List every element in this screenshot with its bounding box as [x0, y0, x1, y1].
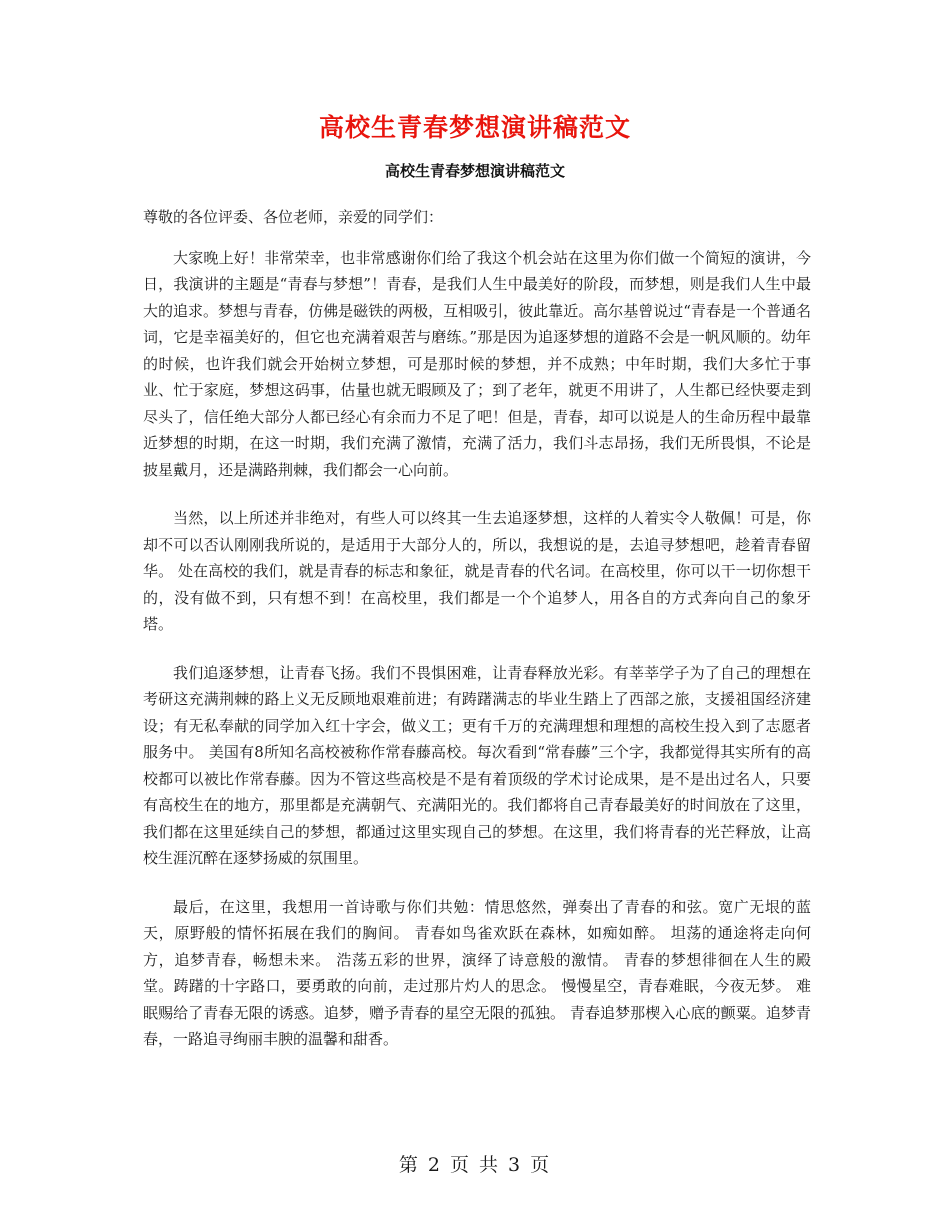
paragraph-1: 大家晚上好！非常荣幸，也非常感谢你们给了我这个机会站在这里为你们做一个简短的演讲，今日，我演讲的主题是“青春与梦想”！青春，是我们人生中最美好的阶段，而梦想，则是我们人生中最大的追求。梦想与青春，仿佛是磁铁的两极，互相吸引，彼此靠近。高尔基曾说过“青春是一个普通名词，它是幸福美好的，但它也充满着艰苦与磨练。”那是因为追逐梦想的道路不会是一帆风顺的。幼年的时候，也许我们就会开始树立梦想，可是那时候的梦想，并不成熟；中年时期，我们大多忙于事业、忙于家庭，梦想这码事，估量也就无暇顾及了；到了老年，就更不用讲了，人生都已经快要走到尽头了，信任绝大部分人都已经心有余而力不足了吧！但是，青春，却可以说是人的生命历程中最靠近梦想的时期，在这一时期，我们充满了激情，充满了活力，我们斗志昂扬，我们无所畏惧，不论是披星戴月，还是满路荆棘，我们都会一心向前。 [143, 248, 811, 479]
paragraph-4: 最后，在这里，我想用一首诗歌与你们共勉：情思悠然，弹奏出了青春的和弦。宽广无垠的蓝天，原野般的情怀拓展在我们的胸间。 青春如鸟雀欢跃在森林，如痴如醉。 坦荡的通途将走向何方，追梦青春，畅想未来。 浩荡五彩的世界，演绎了诗意般的激情。 青春的梦想徘徊在人生的殿堂。踌躇的十字路口，要勇敢的向前，走过那片灼人的思念。 慢慢星空，青春难眠，今夜无梦。 难眠赐给了青春无限的诱惑。追梦，赠予青春的星空无限的孤独。 青春追梦那楔入心底的颤粟。追梦青春，一路追寻绚丽丰腴的温馨和甜香。 [143, 897, 811, 1048]
salutation: 尊敬的各位评委、各位老师，亲爱的同学们： [143, 208, 444, 226]
document-body [143, 204, 811, 1075]
document-subtitle: 高校生青春梦想演讲稿范文 [384, 162, 565, 180]
paragraph-2: 当然，以上所述并非绝对，有些人可以终其一生去追逐梦想，这样的人着实令人敬佩！可是，你却不可以否认刚刚我所说的，是适用于大部分人的，所以，我想说的是，去追寻梦想吧，趁着青春留华。 处在高校的我们，就是青春的标志和象征，就是青春的代名词。在高校里，你可以干一切你想干的，没有做不到，只有想不到！在高校里，我们都是一个个追梦人，用各自的方式奔向自己的象牙塔。 [143, 509, 811, 633]
page-number-footer: 第 2 页 共 3 页 [398, 1154, 552, 1176]
paragraph-3: 我们追逐梦想，让青春飞扬。我们不畏惧困难，让青春释放光彩。有莘莘学子为了自己的理想在考研这充满荆棘的路上义无反顾地艰难前进；有踌躇满志的毕业生踏上了西部之旅，支援祖国经济建设；有无私奉献的同学加入红十字会，做义工；更有千万的充满理想和理想的高校生投入到了志愿者服务中。 美国有8所知名高校被称作常春藤高校。每次看到“常春藤”三个字，我都觉得其实所有的高校都可以被比作常春藤。因为不管这些高校是不是有着顶级的学术讨论成果，是不是出过名人，只要有高校生在的地方，那里都是充满朝气、充满阳光的。我们都将自己青春最美好的时间放在了这里，我们都在这里延续自己的梦想，都通过这里实现自己的梦想。在这里，我们将青春的光芒释放，让高校生涯沉醉在逐梦扬威的氛围里。 [143, 663, 811, 867]
document-title: 高校生青春梦想演讲稿范文 [318, 113, 631, 142]
